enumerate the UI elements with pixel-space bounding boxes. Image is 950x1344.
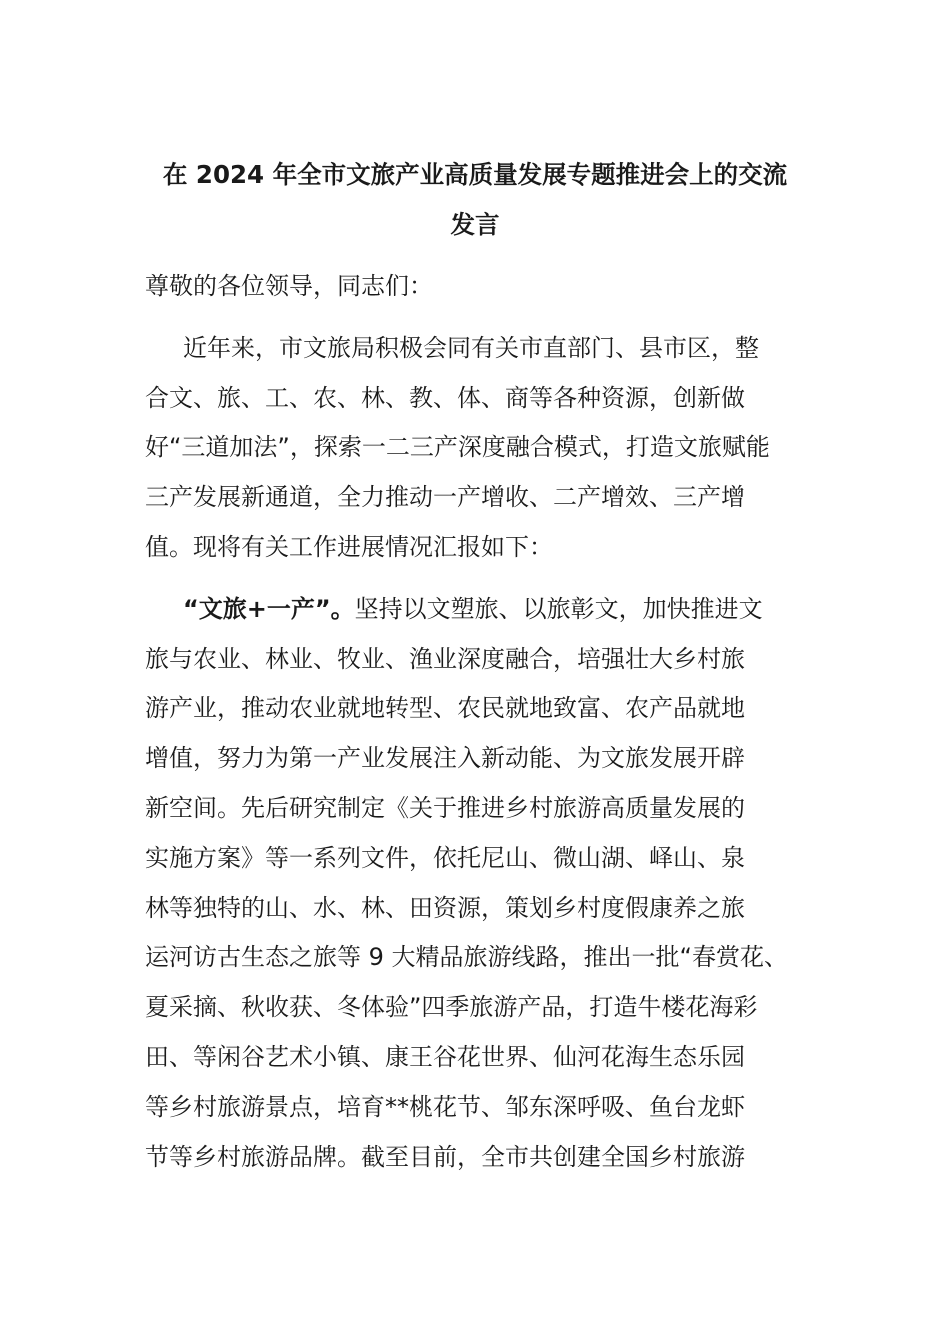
- paragraph-line: 旅与农业、林业、牧业、渔业深度融合，培强壮大乡村旅: [145, 644, 745, 673]
- paragraph-line: 新空间。先后研究制定《关于推进乡村旅游高质量发展的: [145, 793, 745, 822]
- paragraph-line: 夏采摘、秋收获、冬体验”四季旅游产品，打造牛楼花海彩: [145, 993, 758, 1022]
- paragraph-gap: [145, 573, 815, 585]
- salutation: 尊敬的各位领导，同志们：: [145, 272, 433, 300]
- title-line-1: 在 2024 年全市文旅产业高质量发展专题推进会上的交流: [162, 160, 788, 189]
- paragraph-first-line: [145, 585, 815, 635]
- paragraph-gap: [145, 312, 815, 324]
- paragraph-intro: [145, 324, 815, 573]
- paragraph-line: 好“三道加法”，探索一二三产深度融合模式，打造文旅赋能: [145, 433, 770, 462]
- paragraph-line: 合文、旅、工、农、林、教、体、商等各种资源，创新做: [145, 383, 745, 412]
- document-body: [145, 262, 815, 1182]
- paragraph-line: 田、等闲谷艺术小镇、康王谷花世界、仙河花海生态乐园: [145, 1042, 745, 1071]
- section-heading: “文旅+一产”。: [183, 594, 355, 623]
- paragraph-line: 游产业，推动农业就地转型、农民就地致富、农产品就地: [145, 694, 745, 723]
- document-title: [130, 150, 820, 250]
- paragraph-line: 三产发展新通道，全力推动一产增收、二产增效、三产增: [145, 483, 745, 512]
- paragraph-line: 节等乡村旅游品牌。截至目前，全市共创建全国乡村旅游: [145, 1142, 745, 1171]
- paragraph-line: 运河访古生态之旅等 9 大精品旅游线路，推出一批“春赏花、: [145, 943, 788, 972]
- paragraph-line: 等乡村旅游景点，培育**桃花节、邹东深呼吸、鱼台龙虾: [145, 1092, 745, 1121]
- paragraph-line: 实施方案》等一系列文件，依托尼山、微山湖、峄山、泉: [145, 843, 745, 872]
- paragraph-first-line-text: 坚持以文塑旅、以旅彰文，加快推进文: [354, 594, 763, 623]
- paragraph-culture-tourism-primary: [145, 585, 815, 1183]
- paragraph-line: 值。现将有关工作进展情况汇报如下：: [145, 532, 553, 561]
- paragraph-line: 近年来，市文旅局积极会同有关市直部门、县市区，整: [183, 333, 759, 362]
- paragraph-line: 增值，努力为第一产业发展注入新动能、为文旅发展开辟: [145, 744, 745, 773]
- title-line-2: 发言: [450, 210, 500, 239]
- paragraph-line: 林等独特的山、水、林、田资源，策划乡村度假康养之旅: [145, 893, 745, 922]
